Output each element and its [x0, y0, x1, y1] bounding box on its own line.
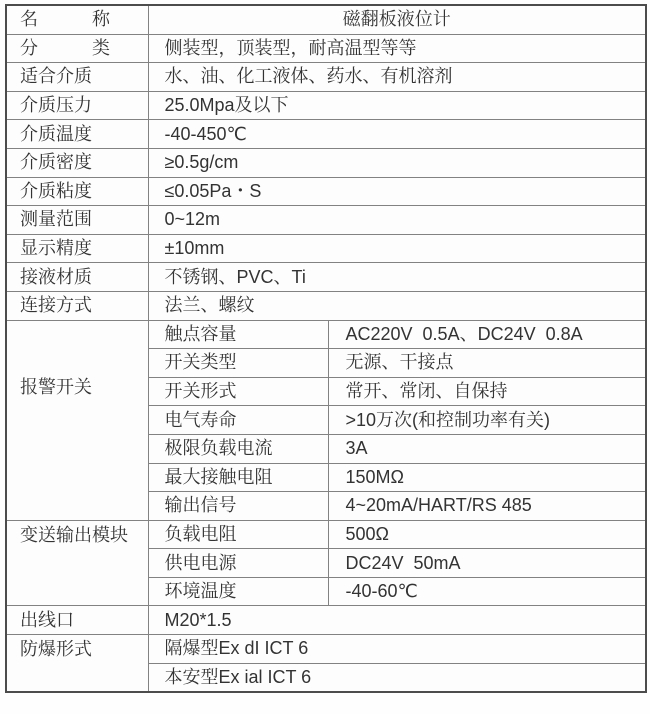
subrow-value-ambient-temperature: -40-60℃	[328, 577, 646, 606]
row-label-connection: 连接方式	[6, 291, 148, 320]
row-label-range: 测量范围	[6, 206, 148, 235]
subrow-value-output-signal: 4~20mA/HART/RS 485	[328, 492, 646, 521]
table-row-connection	[6, 291, 646, 320]
row-value-connection: 法兰、螺纹	[148, 291, 646, 320]
table-row-material	[6, 263, 646, 292]
group-label-explosion-proof: 防爆形式	[6, 635, 148, 693]
table-row-viscosity	[6, 177, 646, 206]
table-row-trans-load-resistance	[6, 520, 646, 549]
row-value-pressure: 25.0Mpa及以下	[148, 91, 646, 120]
row-value-intrinsic-safe-type: 本安型Ex ial ICT 6	[148, 663, 646, 692]
table-row-density	[6, 148, 646, 177]
subrow-label-max-contact-resistance: 最大接触电阻	[148, 463, 328, 492]
subrow-label-contact-capacity: 触点容量	[148, 320, 328, 349]
table-row-explosion-flameproof	[6, 635, 646, 664]
subrow-value-contact-capacity: AC220V 0.5A、DC24V 0.8A	[328, 320, 646, 349]
row-label-material: 接液材质	[6, 263, 148, 292]
row-label-pressure: 介质压力	[6, 91, 148, 120]
subrow-label-electrical-life: 电气寿命	[148, 406, 328, 435]
table-row-pressure	[6, 91, 646, 120]
row-label-accuracy: 显示精度	[6, 234, 148, 263]
subrow-value-power-supply: DC24V 50mA	[328, 549, 646, 578]
subrow-value-electrical-life: >10万次(和控制功率有关)	[328, 406, 646, 435]
subrow-label-switch-form: 开关形式	[148, 377, 328, 406]
row-value-flameproof-type: 隔爆型Ex dI ICT 6	[148, 635, 646, 664]
table-row-media	[6, 63, 646, 92]
subrow-label-output-signal: 输出信号	[148, 492, 328, 521]
table-row-accuracy	[6, 234, 646, 263]
row-label-viscosity: 介质粘度	[6, 177, 148, 206]
table-row-outlet	[6, 606, 646, 635]
table-row-temperature	[6, 120, 646, 149]
subrow-label-switch-type: 开关类型	[148, 349, 328, 378]
row-value-material: 不锈钢、PVC、Ti	[148, 263, 646, 292]
table-row-alarm-contact	[6, 320, 646, 349]
subrow-label-load-resistance: 负载电阻	[148, 520, 328, 549]
subrow-label-power-supply: 供电电源	[148, 549, 328, 578]
subrow-value-limit-load-current: 3A	[328, 434, 646, 463]
row-value-viscosity: ≤0.05Pa・S	[148, 177, 646, 206]
subrow-value-switch-type: 无源、干接点	[328, 349, 646, 378]
row-value-density: ≥0.5g/cm	[148, 148, 646, 177]
row-label-outlet: 出线口	[6, 606, 148, 635]
row-label-category: 分 类	[6, 34, 148, 63]
row-value-temperature: -40-450℃	[148, 120, 646, 149]
row-value-category: 侧装型，顶装型，耐高温型等等	[148, 34, 646, 63]
subrow-value-max-contact-resistance: 150MΩ	[328, 463, 646, 492]
subrow-value-switch-form: 常开、常闭、自保持	[328, 377, 646, 406]
row-value-outlet: M20*1.5	[148, 606, 646, 635]
subrow-label-limit-load-current: 极限负载电流	[148, 434, 328, 463]
spec-table	[5, 4, 647, 693]
table-row-range	[6, 206, 646, 235]
row-value-accuracy: ±10mm	[148, 234, 646, 263]
group-label-alarm-switch: 报警开关	[6, 320, 148, 520]
table-row-category	[6, 34, 646, 63]
row-value-range: 0~12m	[148, 206, 646, 235]
row-value-name: 磁翻板液位计	[148, 5, 646, 34]
row-label-density: 介质密度	[6, 148, 148, 177]
row-value-media: 水、油、化工液体、药水、有机溶剂	[148, 63, 646, 92]
table-row-name	[6, 5, 646, 34]
row-label-temperature: 介质温度	[6, 120, 148, 149]
row-label-media: 适合介质	[6, 63, 148, 92]
row-label-name: 名 称	[6, 5, 148, 34]
group-label-transmitter-module: 变送输出模块	[6, 520, 148, 606]
subrow-label-ambient-temperature: 环境温度	[148, 577, 328, 606]
subrow-value-load-resistance: 500Ω	[328, 520, 646, 549]
